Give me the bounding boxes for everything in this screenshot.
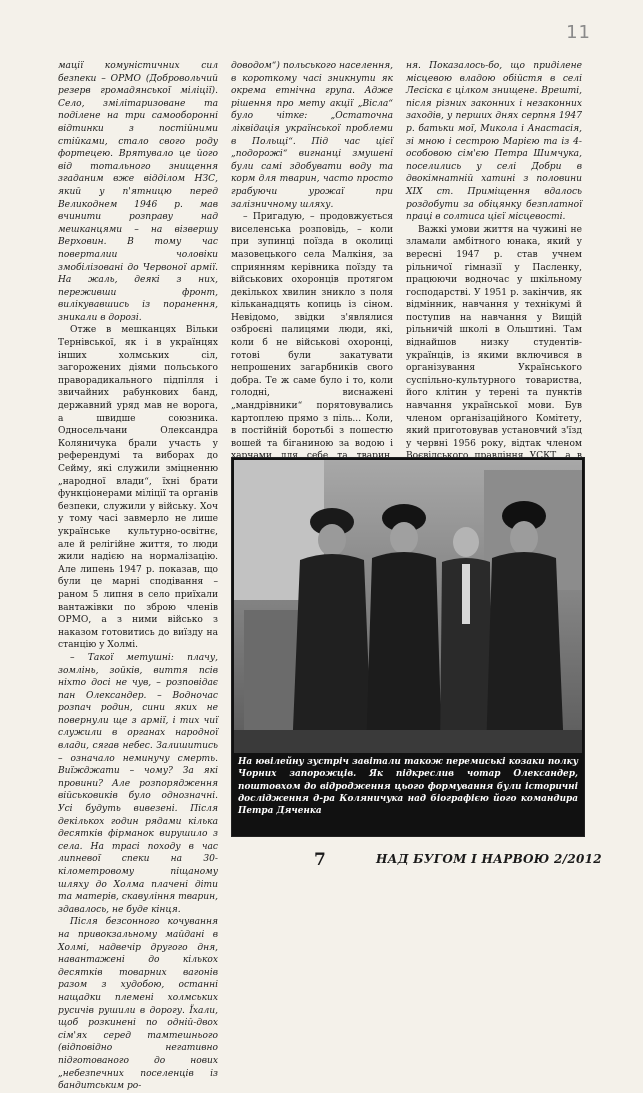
text-column-2	[231, 60, 393, 455]
man-in-suit	[440, 527, 492, 753]
pencil-page-mark: 11	[566, 22, 591, 43]
photo-figure	[231, 457, 585, 837]
journal-title: НАД БУГОМ І НАРВОЮ 2/2012	[376, 852, 602, 866]
photo-illustration	[234, 460, 582, 753]
paragraph: Важкі умови життя на чужині не зламали амбітного юнака, який у вересні 1947 р. став учнем рільничої гімназії у Пасленку, працюючи водночас у шкільному господарстві. У 1951 р. закінчив, як відмінник, навчання у технікумі й поступив на навчання у Вищій рільничій школі в Ольштині. Там віднайшов низку студентів-українців, із якими включився в організування Українського суспільно-культурного товариства, його клітин у терені та пунктів навчання української мови. Був членом організаційного Комітету, який приготовував установчий з'їзд у червні 1956 року, відтак членом	[406, 224, 582, 449]
paragraph: – Такої метушні: плачу, зомлінь, зойків, виття псів ніхто досі не чув, – розповідає пан Олександер. – Водночас розпач родин, сини яких не повернули ще з армії, і тих чиї служили в органах народної влади, сягав небес. Залишитись – означало неминучу смерть. Виїжджати – чому? За які провини? Але розпорядження військовиків було однозначні. Усі будуть вивезені. Після декількох годин рядами кілька десятків фірманок вирушило з села. На трасі походу в час липневої спеки на 30-кілометровому піщаному шляху до Холма плачені діти та матерів, скавуління тварин, здавалось, не буде кінця.	[58, 652, 218, 915]
photo-caption: На ювілейну зустріч завітали також перемиські козаки полку Чорних запорожців. Як підкреслив чотар Олександер, поштовхом до відродження цього формування були історичні дослідження д-ра Коляничука над біографією його командира Петра Дяченка	[238, 757, 578, 817]
paragraph: доводом“) польського населення, в короткому часі зникнути як окрема етнічна група. Адже рішення про мету акції „Вісла“ було чітке: „Остаточна ліквідація української проблеми в Польщі“. Під час цієї „подорожі“ вигнанці змушені були самі здобувати воду та корм для тварин, часто просто грабуючи урожаї при залізничному шляху.	[231, 61, 393, 210]
paragraph: Після безсонного кочування на привокзальному майдані в Холмі, надвечір другого дня, навантажені до кількох десятків товарних вагонів разом з худобою, останні нащадки племені холмських русичів рушили в дорогу. Їхали, щоб розкинені по одній-двох сім'ях серед тамтешнього (відповідно негативно підготованого до нових „небезпечних поселенців із бандитським ро-	[58, 917, 218, 1092]
group-photo	[234, 460, 582, 753]
text-column-1	[58, 60, 218, 1092]
page-number: 7	[314, 850, 326, 870]
paragraph: – Пригадую, – продовжується виселенська розповідь, – коли при зупинці поїзда в околиці мазовецького села Малкіня, за сприянням керівника поїзду та військових охоронців протягом декількох хвилин зникло з поля кільканадцять копиць із сіном. Невідомо, звідки з'являлися озброєні палицями люди, які, коли б не військові охоронці, готові були закатувати непрошених загарбників свого добра. Те ж саме було і то, коли голодні, виснажені „мандрівники“ порятовувались картоплею прямо з піль... Коли, в постійній боротьбі з пошестю вошей та біганиною за водою і	[231, 212, 393, 449]
paragraph: Отже в мешканцях Вільки Тернівської, як і в українцях інших холмських сіл, загорожених діями польського праворадикального підпілля і звичайних рабункових банд, державний уряд мав не ворога, а швидше союзника. Односельчани Олександра Коляничука брали участь у референдумі та виборах до Сейму, які служили зміцненню „народної влади“, їхні брати функціонерами міліції та органів безпеки, служили у війську. Хоч у тому часі завмерло не лише українське культурно-освітнє, але й релігійне життя, то люди жили надією на нормалізацію. Але липень 1947 р. показав, що були це марні сподівання – раном 5 липня в село приїхали вантажівки по зброю членів ОРМО, а з ними військо з наказом готовитись до виїзду на станцію у Холмі.	[58, 325, 218, 651]
paragraph: ня. Показалось-бо, що приділене місцевою владою обійстя в селі Лесіска є цілком знищене. Врешті, після різних законних і незаконних заходів, у перших днях серпня 1947 р. батьки мої, Микола і Анастасія, зі мною і сестрою Марією та із 4-особовою сім'єю Петра Шимчука, поселились у селі Добри в двокімнатній хатині з половини XIX ст. Приміщення вдалось роздобути за обіцянку безплатної праці в солтиса цієї місцевості.	[406, 61, 582, 223]
paragraph: мації комуністичних сил безпеки – ОРМО (Добровольчий резерв громадянської міліції). Село, змілітаризоване та поділене на три самооборонні відтинки з постійними стійками, стало свого роду фортецею. Врятувало це його від тотального знищення згаданим вже відділом НЗС, який у п'ятницю перед Великоднем 1946 р. мав вчинити розправу над мешканцями – на візвершу Верховин. В тому час поверталии чоловіки змобілізовані до Червоної армії. На жаль, деякі з них, переживши фронт, вилікувавшись із поранення, зникали в дорозі.	[58, 61, 218, 323]
text-column-3	[406, 60, 582, 455]
